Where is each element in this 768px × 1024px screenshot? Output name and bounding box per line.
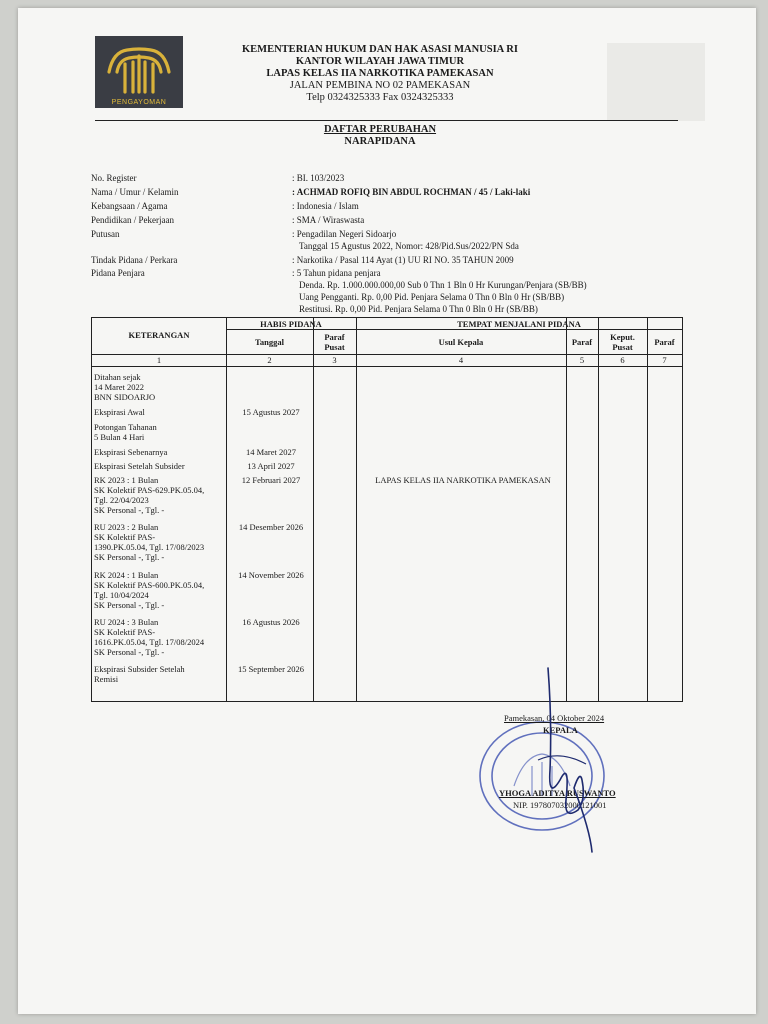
logo-text: PENGAYOMAN <box>111 99 167 106</box>
field-label-name: Nama / Umur / Kelamin <box>91 187 179 197</box>
title-line-2: NARAPIDANA <box>344 136 416 147</box>
letterhead-address: JALAN PEMBINA NO 02 PAMEKASAN <box>289 80 471 91</box>
ghost-watermark <box>607 43 705 121</box>
field-label-verdict: Putusan <box>91 229 120 239</box>
table-row-ket: Ekspirasi Sebenarnya <box>94 447 168 457</box>
banyan-tree-icon <box>103 42 175 96</box>
field-label-nationality: Kebangsaan / Agama <box>91 201 168 211</box>
logo-pengayoman <box>95 36 183 108</box>
header-keput-1: Keput. <box>610 332 635 342</box>
col-number-7: 7 <box>662 355 667 365</box>
letterhead-region: KANTOR WILAYAH JAWA TIMUR <box>295 56 465 67</box>
col-number-1: 1 <box>156 355 162 365</box>
header-keput-2: Pusat <box>612 342 633 352</box>
signature-nip: NIP. 197807032000121001 <box>513 800 607 810</box>
table-row-ket: RU 2023 : 2 Bulan SK Kolektif PAS- 1390.PK.05.04, Tgl. 17/08/2023 SK Personal -, Tgl. - <box>94 522 205 562</box>
header-keterangan: KETERANGAN <box>128 330 190 340</box>
field-value-verdict: : Pengadilan Negeri Sidoarjo <box>292 229 397 239</box>
usul-kepala-value: LAPAS KELAS IIA NARKOTIKA PAMEKASAN <box>375 475 551 485</box>
header-usul-kepala: Usul Kepala <box>438 337 484 347</box>
sentence-restitution: Restitusi. Rp. 0,00 Pid. Penjara Selama 0 Thn 0 Bln 0 Hr (SB/BB) <box>299 304 538 314</box>
col-number-4: 4 <box>458 355 464 365</box>
table-row-ket: Potongan Tahanan 5 Bulan 4 Hari <box>94 422 157 442</box>
document-title <box>220 124 540 148</box>
table-row-ket: Ditahan sejak 14 Maret 2022 BNN SIDOARJO <box>94 372 156 402</box>
header-habis-pidana: HABIS PIDANA <box>260 319 322 329</box>
header-tempat-menjalani: TEMPAT MENJALANI PIDANA <box>457 319 581 329</box>
header-paraf-2: Paraf <box>654 337 675 347</box>
letterhead-institution: LAPAS KELAS IIA NARKOTIKA PAMEKASAN <box>266 68 494 79</box>
field-value-education: : SMA / Wiraswasta <box>292 215 365 225</box>
table-row-tanggal: 13 April 2027 <box>247 461 295 471</box>
title-line-1: DAFTAR PERUBAHAN <box>323 124 437 135</box>
table-row-ket: RU 2024 : 3 Bulan SK Kolektif PAS- 1616.PK.05.04, Tgl. 17/08/2024 SK Personal -, Tgl. - <box>94 617 205 657</box>
header-paraf: Paraf <box>571 337 593 347</box>
field-value-register: : BI. 103/2023 <box>292 173 345 183</box>
table-row-ket: RK 2023 : 1 Bulan SK Kolektif PAS-629.PK.05.04, Tgl. 22/04/2023 SK Personal -, Tgl. - <box>94 475 205 515</box>
field-value-verdict-date: Tanggal 15 Agustus 2022, Nomor: 428/Pid.Sus/2022/PN Sda <box>299 241 519 251</box>
letterhead-phone: Telp 0324325333 Fax 0324325333 <box>306 92 454 103</box>
table-row-tanggal: 15 Agustus 2027 <box>242 407 300 417</box>
signature-name: YHOGA ADITYA RUSWANTO <box>499 788 616 798</box>
letterhead <box>190 44 570 104</box>
col-number-2: 2 <box>267 355 272 365</box>
field-value-crime: : Narkotika / Pasal 114 Ayat (1) UU RI NO. 35 TAHUN 2009 <box>292 255 514 265</box>
handwritten-signature-icon <box>530 660 610 860</box>
signature-place-date: Pamekasan, 04 Oktober 2024 <box>504 713 605 723</box>
sentence-replacement: Uang Pengganti. Rp. 0,00 Pid. Penjara Selama 0 Thn 0 Bln 0 Hr (SB/BB) <box>299 292 565 302</box>
col-number-5: 5 <box>579 355 585 365</box>
field-value-nationality: : Indonesia / Islam <box>292 201 359 211</box>
letterhead-ministry: KEMENTERIAN HUKUM DAN HAK ASASI MANUSIA RI <box>242 44 518 55</box>
header-paraf-pusat-1: Paraf <box>324 332 345 342</box>
header-tanggal: Tanggal <box>255 337 284 347</box>
field-label-register: No. Register <box>91 173 137 183</box>
table-row-ket: RK 2024 : 1 Bulan SK Kolektif PAS-600.PK.05.04, Tgl. 10/04/2024 SK Personal -, Tgl. - <box>94 570 205 610</box>
table-row-tanggal: 14 Desember 2026 <box>238 522 304 532</box>
field-label-sentence: Pidana Penjara <box>91 268 145 278</box>
table-row-ket: Ekspirasi Setelah Subsider <box>94 461 185 471</box>
table-row-tanggal: 14 Maret 2027 <box>245 447 297 457</box>
table-row-ket: Ekspirasi Subsider Setelah Remisi <box>94 664 185 684</box>
table-row-tanggal: 12 Februari 2027 <box>241 475 301 485</box>
field-value-sentence: : 5 Tahun pidana penjara <box>292 268 381 278</box>
table-row-tanggal: 16 Agustus 2026 <box>242 617 300 627</box>
signature-position: KEPALA <box>543 725 578 735</box>
sentence-fine: Denda. Rp. 1.000.000.000,00 Sub 0 Thn 1 Bln 0 Hr Kurungan/Penjara (SB/BB) <box>299 280 587 290</box>
header-paraf-pusat-2: Pusat <box>324 342 345 352</box>
field-label-crime: Tindak Pidana / Perkara <box>91 255 178 265</box>
change-table <box>91 317 683 702</box>
field-value-name: : ACHMAD ROFIQ BIN ABDUL ROCHMAN / 45 / Laki-laki <box>292 187 531 197</box>
letterhead-divider <box>95 120 678 121</box>
table-row-tanggal: 14 November 2026 <box>238 570 304 580</box>
table-row-ket: Ekspirasi Awal <box>94 407 145 417</box>
field-label-education: Pendidikan / Pekerjaan <box>91 215 174 225</box>
col-number-6: 6 <box>620 355 625 365</box>
col-number-3: 3 <box>332 355 337 365</box>
table-row-tanggal: 15 September 2026 <box>237 664 305 674</box>
